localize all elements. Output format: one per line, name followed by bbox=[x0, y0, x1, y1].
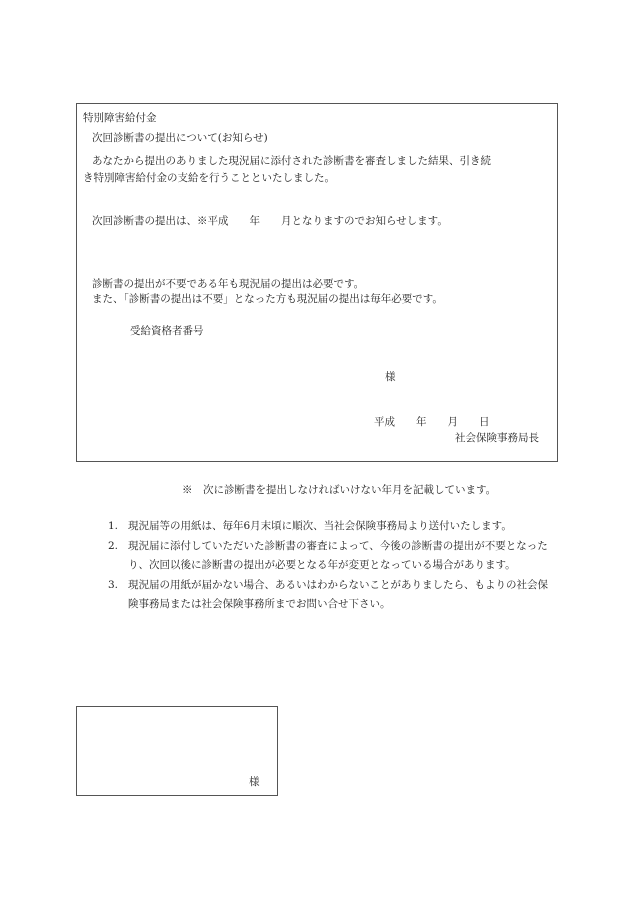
note-item bbox=[108, 576, 558, 614]
notice-body-line-1: あなたから提出のありました現況届に添付された診断書を審査しました結果、引き続 bbox=[92, 155, 491, 167]
address-box bbox=[76, 706, 278, 796]
note-text: 現況届に添付していただいた診断書の審査によって、今後の診断書の提出が不要となったり、次回以後に診断書の提出が必要となる年が変更となっている場合があります。 bbox=[128, 540, 548, 571]
next-submission-text: 次回診断書の提出は、※平成 年 月となりますのでお知らせします。 bbox=[92, 215, 448, 227]
note-text: 現況届の用紙が届かない場合、あるいはわからないことがありましたら、もよりの社会保険事務局または社会保険事務所までお問い合せ下さい。 bbox=[128, 579, 548, 610]
note-item bbox=[108, 517, 558, 536]
note-item bbox=[108, 537, 558, 575]
issue-date: 平成 年 月 日 bbox=[374, 416, 490, 428]
notice-body-line-2: き特別障害給付金の支給を行うことといたしました。 bbox=[83, 172, 335, 184]
note-number: 3. bbox=[108, 579, 119, 591]
benefit-title: 特別障害給付金 bbox=[83, 112, 157, 124]
notice-subject: 次回診断書の提出について(お知らせ) bbox=[92, 132, 268, 144]
note-text: 現況届等の用紙は、毎年6月末頃に順次、当社会保険事務局より送付いたします。 bbox=[128, 520, 512, 532]
reminder-line-1: 診断書の提出が不要である年も現況届の提出は必要です。 bbox=[92, 278, 365, 290]
address-honorific: 様 bbox=[249, 776, 260, 788]
notes-list bbox=[108, 517, 558, 615]
recipient-number-label: 受給資格者番号 bbox=[130, 325, 204, 337]
reminder-line-2: また、「診断書の提出は不要」となった方も現況届の提出は毎年必要です。 bbox=[92, 293, 443, 305]
issuer-name: 社会保険事務局長 bbox=[455, 432, 539, 444]
note-number: 2. bbox=[108, 540, 119, 552]
recipient-honorific: 様 bbox=[385, 371, 396, 383]
notice-box bbox=[76, 103, 558, 462]
asterisk-note: ※ 次に診断書を提出しなければいけない年月を記載しています。 bbox=[182, 484, 497, 496]
note-number: 1. bbox=[108, 520, 119, 532]
